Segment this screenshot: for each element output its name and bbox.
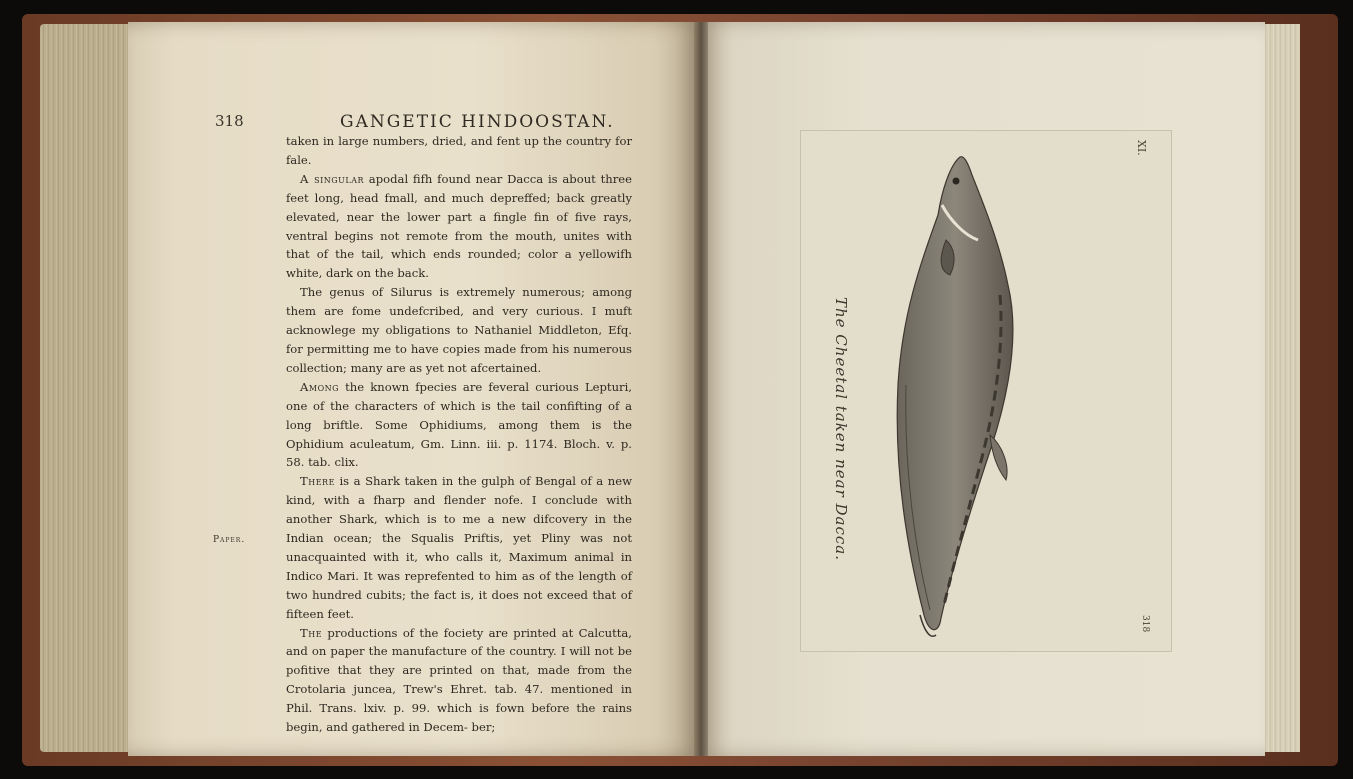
plate-caption: The Cheetal taken near Dacca. — [832, 297, 850, 562]
paragraph: Among the known fpecies are feveral curious Lepturi, one of the characters of which is the tail confifting of a long briftle. Some Ophidiums, among them is the Ophidium aculeatum, Gm. Linn. iii. p. 1174. Bloch. v. p. 58. tab. clix. — [286, 379, 632, 470]
plate-page-reference: 318 — [1140, 615, 1150, 633]
paragraph: There is a Shark taken in the gulph of Bengal of a new kind, with a fharp and flender nofe. I conclude with another Shark, which is to me a new difcovery in the Indian ocean; the Squalis Priftis, yet Pliny was not unacquainted with it, who calls it, Maximum animal in Indico Mari. It was reprefented to him as of the length of two hundred cubits; the fact is, it does not exceed that of fifteen feet. — [286, 474, 632, 621]
plate-number: XI. — [1135, 140, 1148, 156]
page-number: 318 — [215, 112, 244, 130]
paragraph: taken in large numbers, dried, and fent up the country for fale. — [286, 134, 632, 167]
book-gutter — [694, 22, 708, 756]
paragraph: The productions of the fociety are printed at Calcutta, and on paper the manufacture of the country. I will not be pofitive that they are printed on that, made from the Crotolaria juncea, Trew's Ehret. tab. 47. mentioned in Phil. Trans. lxiv. p. 99. which is fown before the rains begin, and gathered in Decem- ber; — [286, 625, 632, 735]
margin-note: Paper. — [213, 535, 246, 545]
paragraph: The genus of Silurus is extremely numerous; among them are fome undefcribed, and very curious. I muft acknowlege my obligations to Nathaniel Middleton, Efq. for permitting me to have copies made from his numerous collection; many are as yet not afcertained. — [286, 285, 632, 375]
right-page-edges — [1262, 24, 1300, 752]
fish-engraving — [880, 145, 1040, 645]
body-text — [286, 132, 632, 737]
paragraph: A singular apodal fifh found near Dacca is about three feet long, head fmall, and much depreffed; back greatly elevated, near the lower part a fingle fin of five rays, ventral begins not remote from the mouth, unites with that of the tail, which ends rounded; color a yellowifh white, dark on the back. — [286, 171, 632, 281]
running-head: GANGETIC HINDOOSTAN. — [340, 112, 615, 132]
left-page-edges — [40, 24, 135, 752]
